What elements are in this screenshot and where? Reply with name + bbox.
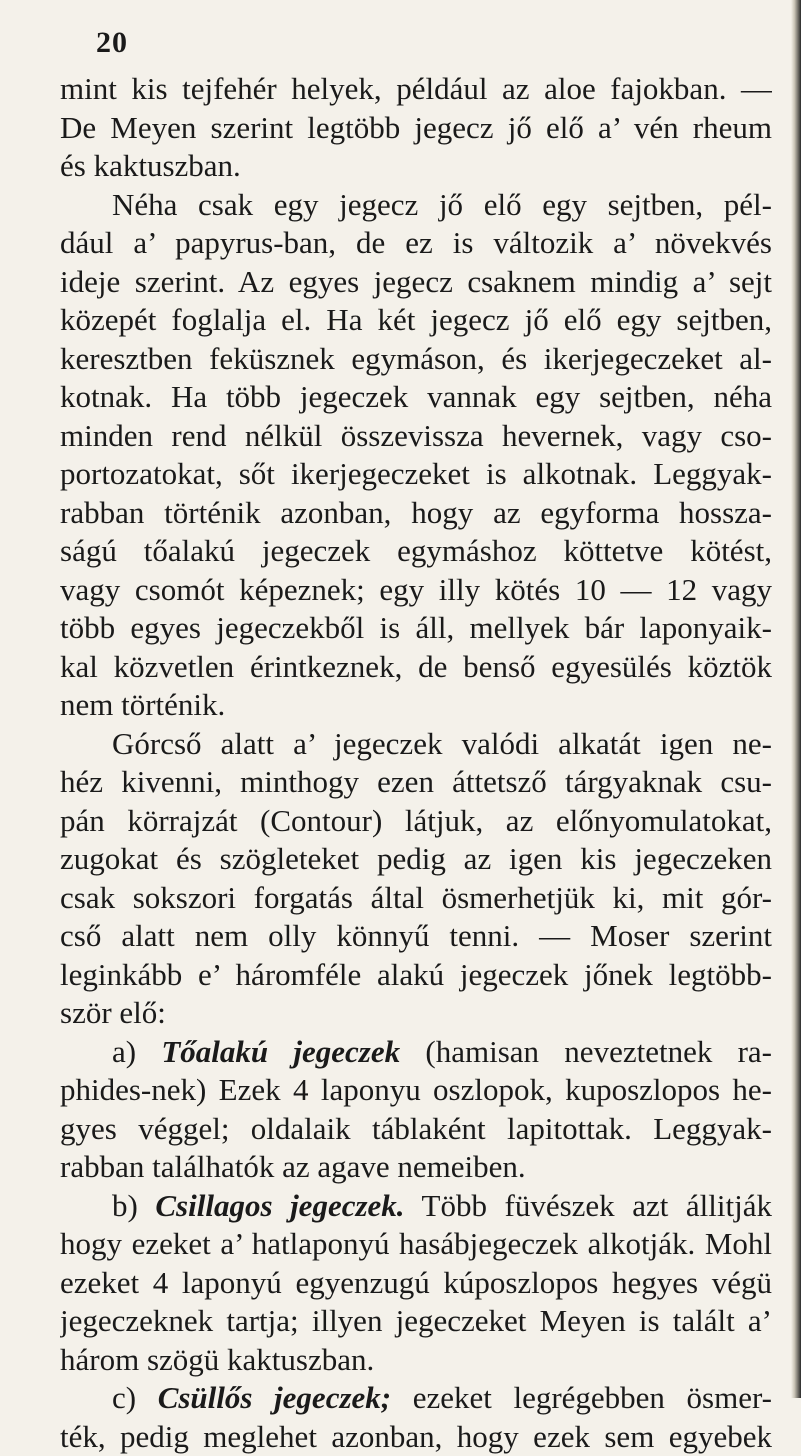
line-rest: (hamisan neveztetnek ra- (400, 1034, 772, 1069)
text-line: három szögü kaktuszban. (60, 1341, 772, 1380)
text-line: kal közvetlen érintkeznek, de benső egyesülés köztök (60, 648, 772, 687)
text-line: nem történik. (60, 686, 772, 725)
text-line (60, 1379, 772, 1418)
text-line: ideje szerint. Az egyes jegecz csaknem mindig a’ sejt (60, 263, 772, 302)
text-line (60, 1033, 772, 1072)
text-line (60, 1187, 772, 1226)
text-line: jegeczeknek tartja; illyen jegeczeket Meyen is talált a’ (60, 1302, 772, 1341)
text-line: közepét foglalja el. Ha két jegecz jő elő egy sejtben, (60, 301, 772, 340)
body-text (60, 70, 772, 1456)
text-line: csak sokszori forgatás által ösmerhetjük ki, mit gór- (60, 879, 772, 918)
text-line: minden rend nélkül összevissza hevernek, vagy cso- (60, 417, 772, 456)
italic-term: Csüllős jegeczek; (158, 1380, 391, 1415)
line-rest: Több füvészek azt állitják (405, 1188, 772, 1223)
text-line: leginkább e’ háromféle alakú jegeczek jőnek legtöbb- (60, 956, 772, 995)
text-line: rabban találhatók az agave nemeiben. (60, 1148, 772, 1187)
text-line: ezeket 4 laponyú egyenzugú kúposzlopos hegyes végü (60, 1264, 772, 1303)
text-line: keresztben feküsznek egymáson, és ikerjegeczeket al- (60, 340, 772, 379)
line-prefix: c) (112, 1380, 158, 1415)
text-line: ságú tőalakú jegeczek egymáshoz köttetve kötést, (60, 532, 772, 571)
text-line: dául a’ papyrus-ban, de ez is változik a’ növekvés (60, 224, 772, 263)
text-line: mint kis tejfehér helyek, például az aloe fajokban. — (60, 70, 772, 109)
text-line: pán körrajzát (Contour) látjuk, az előnyomulatokat, (60, 802, 772, 841)
text-line: gyes véggel; oldalaik táblaként lapitottak. Leggyak- (60, 1110, 772, 1149)
text-line: vagy csomót képeznek; egy illy kötés 10 — 12 vagy (60, 571, 772, 610)
italic-term: Tőalakú jegeczek (161, 1034, 400, 1069)
text-line: Górcső alatt a’ jegeczek valódi alkatát igen ne- (60, 725, 772, 764)
page-number: 20 (96, 26, 128, 60)
line-prefix: a) (112, 1034, 161, 1069)
text-line: cső alatt nem olly könnyű tenni. — Moser szerint (60, 917, 772, 956)
text-line: több egyes jegeczekből is áll, mellyek bár laponyaik- (60, 609, 772, 648)
text-line: rabban történik azonban, hogy az egyforma hossza- (60, 494, 772, 533)
text-line: héz kivenni, minthogy ezen áttetsző tárgyaknak csu- (60, 763, 772, 802)
text-line: De Meyen szerint legtöbb jegecz jő elő a’ vén rheum (60, 109, 772, 148)
text-line: portozatokat, sőt ikerjegeczeket is alkotnak. Leggyak- (60, 455, 772, 494)
text-line: kotnak. Ha több jegeczek vannak egy sejtben, néha (60, 378, 772, 417)
text-line: ször elő: (60, 994, 772, 1033)
text-line: és kaktuszban. (60, 147, 772, 186)
text-line: Néha csak egy jegecz jő elő egy sejtben, pél- (60, 186, 772, 225)
text-line: hogy ezeket a’ hatlaponyú hasábjegeczek alkotják. Mohl (60, 1225, 772, 1264)
line-prefix: b) (112, 1188, 155, 1223)
italic-term: Csillagos jegeczek. (155, 1188, 404, 1223)
text-line: zugokat és szögleteket pedig az igen kis jegeczeken (60, 840, 772, 879)
text-line: phides-nek) Ezek 4 laponyu oszlopok, kuposzlopos he- (60, 1071, 772, 1110)
text-line: ték, pedig meglehet azonban, hogy ezek sem egyebek (60, 1418, 772, 1456)
page-edge (791, 0, 801, 1398)
line-rest: ezeket legrégebben ösmer- (391, 1380, 772, 1415)
